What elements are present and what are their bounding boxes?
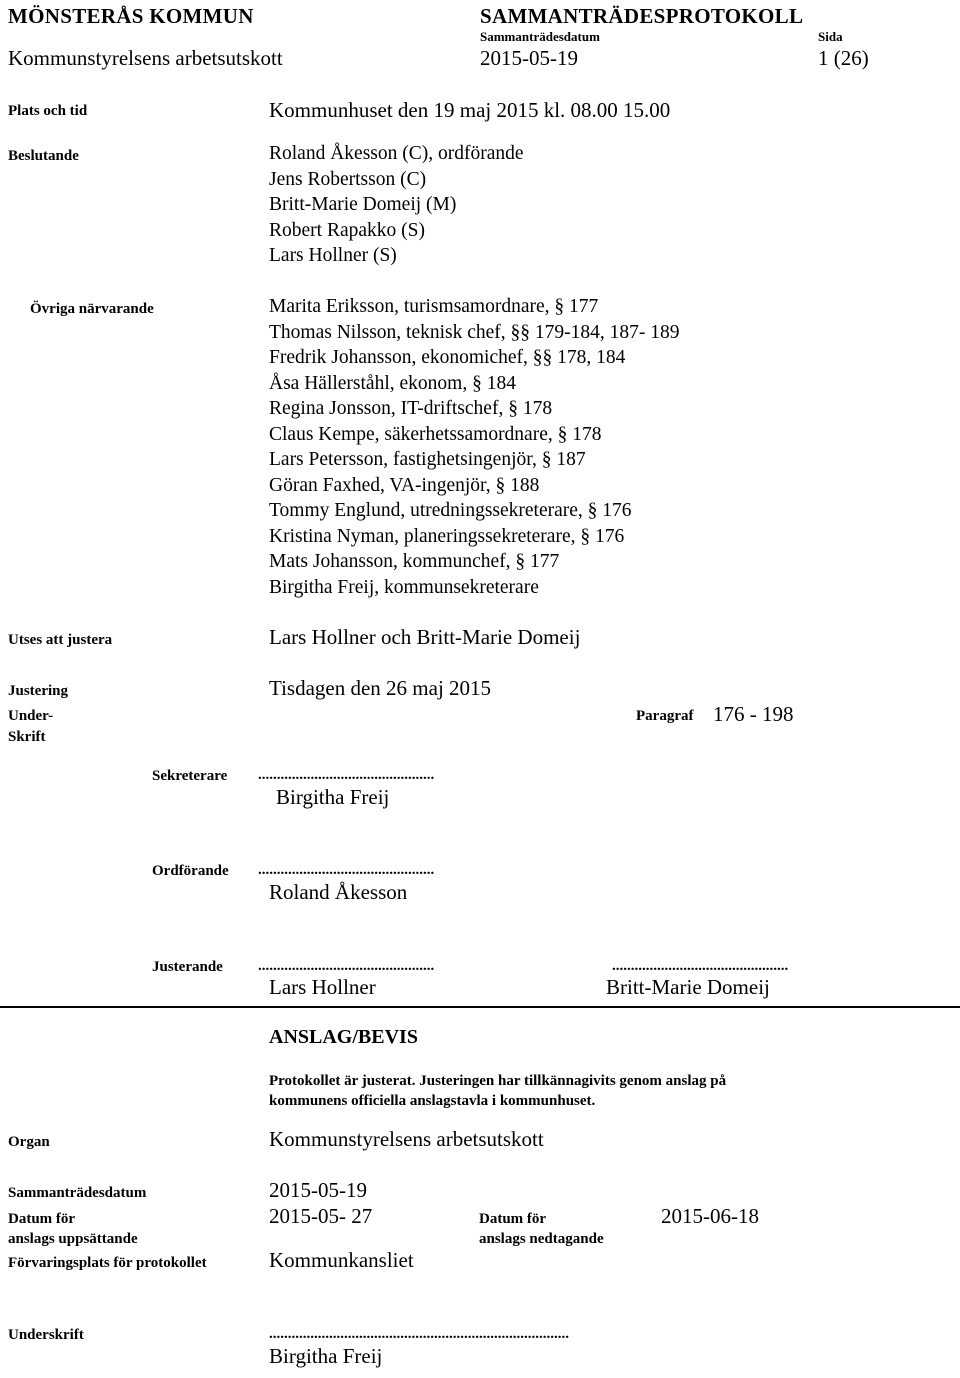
signature-line: ................................................................................ (269, 1326, 569, 1342)
adjuster1-signature-line: ............................................... (258, 958, 435, 974)
posted-date-value: 2015-05- 27 (269, 1204, 373, 1228)
adjuster-label: Justerande (152, 959, 223, 975)
attendee: Tommy Englund, utredningssekreterare, § 176 (269, 500, 632, 521)
others-present-list (269, 294, 680, 600)
adjustment-value: Tisdagen den 26 maj 2015 (269, 676, 492, 700)
adjuster1-name: Lars Hollner (269, 975, 376, 999)
header-page-label: Sida (818, 29, 843, 44)
posted-date-label1: Datum för (8, 1211, 76, 1227)
attendee: Mats Johansson, kommunchef, § 177 (269, 551, 560, 572)
decision-member: Robert Rapakko (S) (269, 219, 425, 241)
adjustment-label: Justering (8, 683, 68, 699)
municipality-name: MÖNSTERÅS KOMMUN (8, 4, 254, 28)
storage-label: Förvaringsplats för protokollet (8, 1255, 207, 1271)
attendee: Marita Eriksson, turismsamordnare, § 177 (269, 296, 599, 317)
paragraph-label: Paragraf (636, 708, 694, 724)
skrift-label: Skrift (8, 729, 46, 745)
secretary-name: Birgitha Freij (276, 785, 390, 809)
decision-makers-list (269, 141, 524, 269)
decision-member: Jens Robertsson (C) (269, 168, 427, 190)
chair-signature-line: ............................................... (258, 862, 435, 878)
decision-member: Roland Åkesson (C), ordförande (269, 143, 524, 164)
posted-date-label2: anslags uppsättande (8, 1231, 138, 1247)
paragraph-range: 176 - 198 (713, 702, 794, 726)
committee-name: Kommunstyrelsens arbetsutskott (8, 46, 283, 70)
others-present-label: Övriga närvarande (30, 301, 154, 317)
attendee: Kristina Nyman, planeringssekreterare, § 176 (269, 525, 625, 547)
chair-name: Roland Åkesson (269, 880, 408, 904)
notice-text-line1: Protokollet är justerat. Justeringen har tillkännagivits genom anslag på (269, 1073, 727, 1089)
attendee: Thomas Nilsson, teknisk chef, §§ 179-184, 187- 189 (269, 321, 680, 343)
meeting-date-label: Sammanträdesdatum (8, 1185, 147, 1201)
chair-label: Ordförande (152, 863, 229, 879)
header-date-label: Sammanträdesdatum (480, 29, 600, 44)
organ-value: Kommunstyrelsens arbetsutskott (269, 1127, 544, 1151)
adjuster2-signature-line: ............................................... (612, 958, 789, 974)
attendee: Claus Kempe, säkerhetssamordnare, § 178 (269, 423, 602, 445)
signature-name: Birgitha Freij (269, 1344, 383, 1368)
attendee: Regina Jonsson, IT-driftschef, § 178 (269, 398, 553, 419)
organ-label: Organ (8, 1134, 50, 1150)
section-divider (0, 1006, 960, 1008)
notice-title: ANSLAG/BEVIS (269, 1026, 418, 1048)
removed-date-value: 2015-06-18 (661, 1204, 759, 1228)
appointed-adjusters-label: Utses att justera (8, 632, 113, 648)
adjuster2-name: Britt-Marie Domeij (606, 975, 770, 999)
decision-member: Lars Hollner (S) (269, 245, 397, 266)
appointed-adjusters-value: Lars Hollner och Britt-Marie Domeij (269, 625, 581, 649)
attendee: Åsa Hällerståhl, ekonom, § 184 (269, 372, 516, 394)
notice-text-line2: kommunens officiella anslagstavla i kommunhuset. (269, 1093, 596, 1109)
decision-makers-label: Beslutande (8, 148, 79, 164)
header-date-value: 2015-05-19 (480, 46, 578, 70)
signature-label: Underskrift (8, 1327, 84, 1343)
under-label: Under- (8, 708, 54, 724)
removed-date-label1: Datum för (479, 1211, 547, 1227)
attendee: Lars Petersson, fastighetsingenjör, § 187 (269, 449, 586, 470)
decision-member: Britt-Marie Domeij (M) (269, 194, 457, 215)
place-time-value: Kommunhuset den 19 maj 2015 kl. 08.00 15.00 (269, 98, 671, 122)
place-time-label: Plats och tid (8, 103, 88, 119)
meeting-date-value: 2015-05-19 (269, 1178, 367, 1202)
secretary-label: Sekreterare (152, 768, 228, 784)
secretary-signature-line: ............................................... (258, 767, 435, 783)
header-page-value: 1 (26) (818, 46, 869, 70)
attendee: Göran Faxhed, VA-ingenjör, § 188 (269, 474, 540, 496)
storage-value: Kommunkansliet (269, 1248, 414, 1272)
attendee: Birgitha Freij, kommunsekreterare (269, 576, 539, 598)
removed-date-label2: anslags nedtagande (479, 1231, 604, 1247)
attendee: Fredrik Johansson, ekonomichef, §§ 178, 184 (269, 347, 626, 368)
document-type: SAMMANTRÄDESPROTOKOLL (480, 4, 804, 28)
